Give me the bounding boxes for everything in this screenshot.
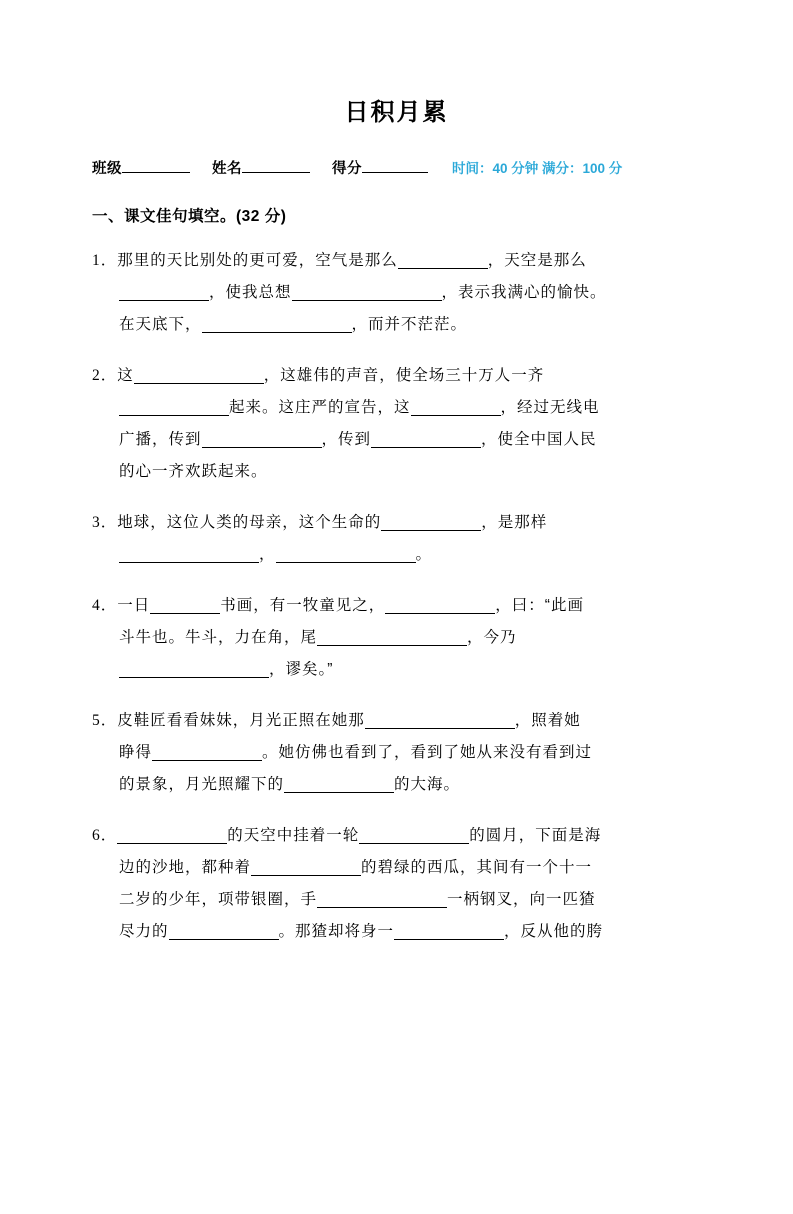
question-2-text-a: 这 — [117, 367, 134, 384]
question-3-number: 3． — [92, 514, 118, 531]
question-5-text-a: 皮鞋匠看看妹妹，月光正照在她那 — [117, 712, 365, 729]
question-2 — [92, 360, 701, 488]
blank-5-3[interactable] — [284, 770, 394, 793]
class-field[interactable] — [92, 157, 190, 178]
question-1-text-c: ，使我总想 — [209, 284, 292, 301]
page-title: 日积月累 — [344, 99, 449, 126]
question-6-text-a: 的天空中挂着一轮 — [227, 827, 360, 844]
blank-2-4[interactable] — [202, 425, 322, 448]
blank-1-3[interactable] — [292, 278, 442, 301]
score-blank[interactable] — [362, 158, 428, 173]
question-2-text-d: ，经过无线电 — [500, 399, 600, 416]
score-field[interactable] — [332, 157, 428, 178]
blank-6-3[interactable] — [251, 853, 361, 876]
question-6-text-e: 二岁的少年，项带银圈，手 — [119, 891, 318, 908]
question-6-number: 6． — [92, 827, 118, 844]
blank-1-1[interactable] — [398, 246, 488, 269]
blank-3-1[interactable] — [381, 508, 481, 531]
blank-1-2[interactable] — [119, 278, 209, 301]
question-4-text-f: ，谬矣。” — [269, 661, 334, 678]
blank-5-1[interactable] — [365, 706, 515, 729]
blank-2-2[interactable] — [119, 393, 229, 416]
score-label: 得分 — [332, 161, 362, 177]
question-5 — [92, 705, 701, 801]
question-1-number: 1． — [92, 252, 118, 269]
blank-6-5[interactable] — [169, 917, 279, 940]
question-2-number: 2． — [92, 367, 118, 384]
question-1-text-d: ，表示我满心的愉快。 — [441, 284, 607, 301]
question-6-text-i: ，反从他的胯 — [504, 923, 604, 940]
question-4-text-c: ，曰：“此画 — [495, 597, 584, 614]
question-5-number: 5． — [92, 712, 118, 729]
question-5-text-e: 的景象，月光照耀下的 — [119, 776, 285, 793]
question-2-text-c: 起来。这庄严的宣告，这 — [229, 399, 411, 416]
blank-4-2[interactable] — [385, 591, 495, 614]
question-4-text-e: ，今乃 — [467, 629, 517, 646]
blank-6-1[interactable] — [117, 821, 227, 844]
blank-2-3[interactable] — [411, 393, 501, 416]
name-blank[interactable] — [242, 158, 310, 173]
question-1-text-b: ，天空是那么 — [487, 252, 587, 269]
question-3-text-d: 。 — [415, 546, 433, 563]
class-blank[interactable] — [122, 158, 190, 173]
name-field[interactable] — [212, 157, 310, 178]
question-5-text-f: 的大海。 — [394, 776, 461, 793]
question-4-text-b: 书画，有一牧童见之， — [220, 597, 386, 614]
question-1-text-a: 那里的天比别处的更可爱，空气是那么 — [117, 252, 398, 269]
question-2-text-e: 广播，传到 — [119, 431, 202, 448]
question-6 — [92, 820, 701, 948]
worksheet-page — [0, 92, 793, 1214]
blank-4-3[interactable] — [317, 623, 467, 646]
question-5-text-d: 。她仿佛也看到了，看到了她从来没有看到过 — [262, 744, 593, 761]
blank-1-4[interactable] — [202, 310, 352, 333]
name-label: 姓名 — [212, 161, 242, 177]
blank-6-6[interactable] — [394, 917, 504, 940]
section-1-heading: 一、课文佳句填空。(32 分) — [92, 208, 287, 225]
question-6-text-c: 边的沙地，都种着 — [119, 859, 252, 876]
blank-3-3[interactable] — [276, 540, 416, 563]
question-2-text-b: ，这雄伟的声音，使全场三十万人一齐 — [263, 367, 545, 384]
question-3 — [92, 507, 701, 571]
blank-4-4[interactable] — [119, 655, 269, 678]
blank-6-2[interactable] — [359, 821, 469, 844]
class-label: 班级 — [92, 161, 122, 177]
question-3-text-c: ， — [259, 546, 276, 563]
timing-info: 时间：40 分钟 满分：100 分 — [452, 161, 623, 176]
question-1-text-e: 在天底下， — [119, 316, 202, 333]
question-2-text-h: 的心一齐欢跃起来。 — [119, 463, 268, 480]
question-2-text-g: ，使全中国人民 — [481, 431, 597, 448]
question-6-text-d: 的碧绿的西瓜，其间有一个十一 — [361, 859, 593, 876]
question-5-text-b: ，照着她 — [514, 712, 581, 729]
question-6-text-g: 尽力的 — [119, 923, 169, 940]
question-6-text-h: 。那猹却将身一 — [278, 923, 395, 940]
question-5-text-c: 睁得 — [119, 744, 153, 761]
question-1 — [92, 245, 701, 341]
blank-2-5[interactable] — [371, 425, 481, 448]
question-3-text-a: 地球，这位人类的母亲，这个生命的 — [117, 514, 382, 531]
question-4-text-d: 斗牛也。牛斗，力在角，尾 — [119, 629, 318, 646]
question-4-number: 4． — [92, 597, 118, 614]
question-2-text-f: ，传到 — [321, 431, 372, 448]
blank-2-1[interactable] — [134, 361, 264, 384]
blank-5-2[interactable] — [152, 738, 262, 761]
question-6-text-b: 的圆月，下面是海 — [469, 827, 602, 844]
question-4-text-a: 一日 — [117, 597, 151, 614]
blank-6-4[interactable] — [317, 885, 447, 908]
blank-3-2[interactable] — [119, 540, 259, 563]
question-3-text-b: ，是那样 — [481, 514, 548, 531]
question-4 — [92, 590, 701, 686]
student-info-row — [92, 157, 701, 178]
question-6-text-f: 一柄钢叉，向一匹猹 — [447, 891, 596, 908]
blank-4-1[interactable] — [150, 591, 220, 614]
question-1-text-f: ，而并不茫茫。 — [351, 316, 468, 333]
